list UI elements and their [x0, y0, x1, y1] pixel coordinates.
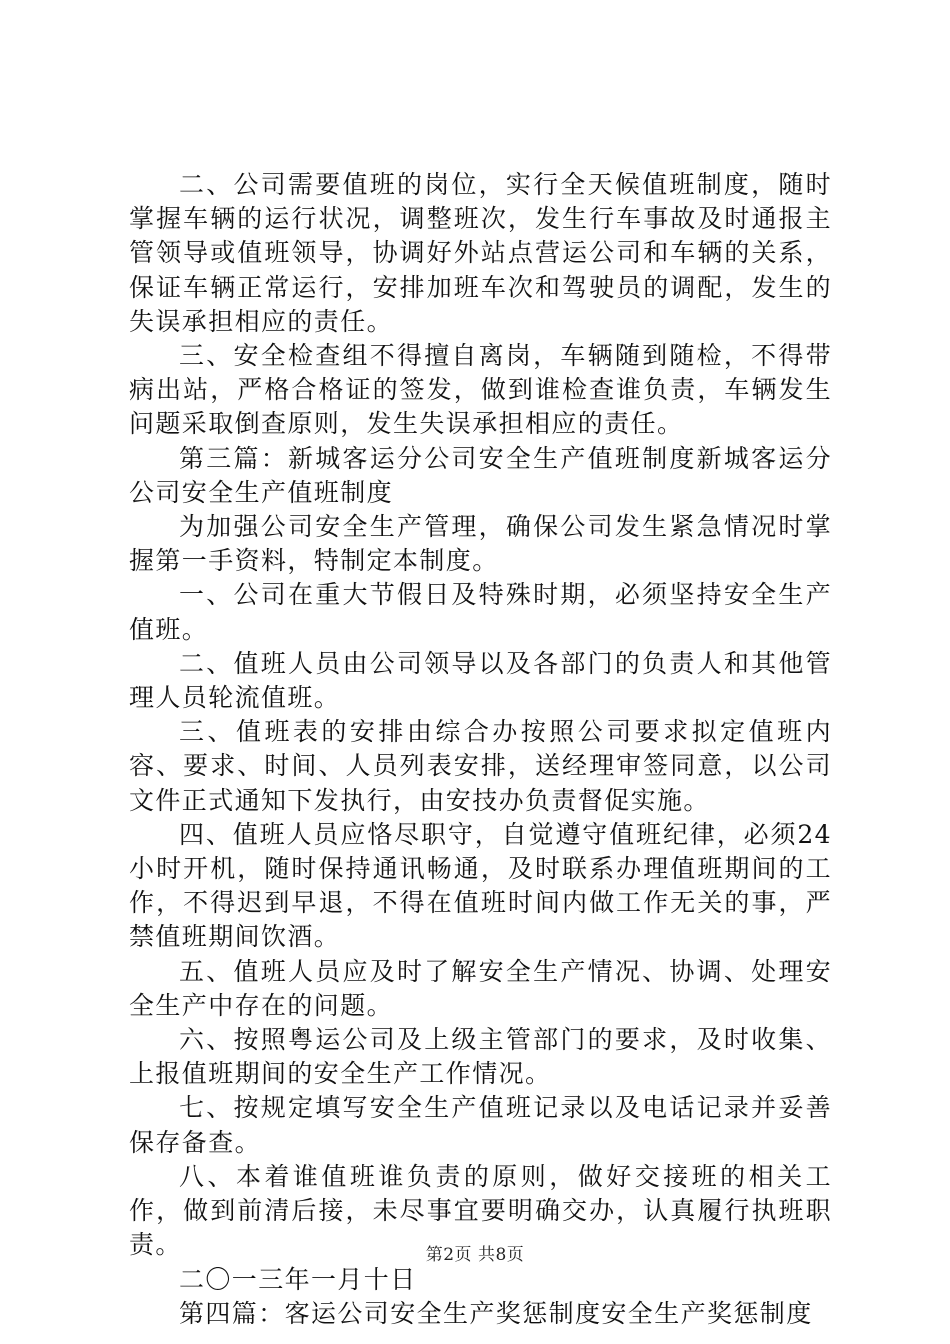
section-heading-part-three: 第三篇：新城客运分公司安全生产值班制度新城客运分公司安全生产值班制度 [129, 443, 832, 507]
paragraph-item-seven: 七、按规定填写安全生产值班记录以及电话记录并妥善保存备查。 [129, 1093, 832, 1157]
paragraph-item-three: 三、值班表的安排由综合办按照公司要求拟定值班内容、要求、时间、人员列表安排，送经理审签同意，以公司文件正式通知下发执行，由安技办负责督促实施。 [129, 717, 832, 815]
paragraph-item-eight: 八、本着谁值班谁负责的原则，做好交接班的相关工作，做到前清后接，未尽事宜要明确交办，认真履行执班职责。 [129, 1161, 832, 1260]
paragraph-item-two: 二、值班人员由公司领导以及各部门的负责人和其他管理人员轮流值班。 [129, 648, 832, 713]
paragraph-item-six: 六、按照粤运公司及上级主管部门的要求，及时收集、上报值班期间的安全生产工作情况。 [129, 1025, 832, 1089]
paragraph-duty-posts: 二、公司需要值班的岗位，实行全天候值班制度，随时掌握车辆的运行状况，调整班次，发生行车事故及时通报主管领导或值班领导，协调好外站点营运公司和车辆的关系，保证车辆正常运行，安排加班车次和驾驶员的调配，发生的失误承担相应的责任。 [129, 170, 832, 336]
section-heading-part-four: 第四篇：客运公司安全生产奖惩制度安全生产奖惩制度 [179, 1298, 813, 1328]
paragraph-item-four: 四、值班人员应恪尽职守，自觉遵守值班纪律，必须24小时开机，随时保持通讯畅通，及时联系办理值班期间的工作，不得迟到早退，不得在值班时间内做工作无关的事，严禁值班期间饮酒。 [129, 819, 832, 952]
paragraph-item-five: 五、值班人员应及时了解安全生产情况、协调、处理安全生产中存在的问题。 [129, 956, 832, 1020]
document-date: 二〇一三年一月十日 [179, 1264, 417, 1294]
paragraph-item-one: 一、公司在重大节假日及特殊时期，必须坚持安全生产值班。 [129, 580, 832, 644]
paragraph-purpose: 为加强公司安全生产管理，确保公司发生紧急情况时掌握第一手资料，特制定本制度。 [129, 512, 832, 576]
paragraph-safety-inspection: 三、安全检查组不得擅自离岗，车辆随到随检，不得带病出站，严格合格证的签发，做到谁检查谁负责，车辆发生问题采取倒查原则，发生失误承担相应的责任。 [129, 341, 832, 439]
page-number-footer: 第2页 共8页 [425, 1245, 525, 1265]
document-body [129, 168, 832, 1331]
